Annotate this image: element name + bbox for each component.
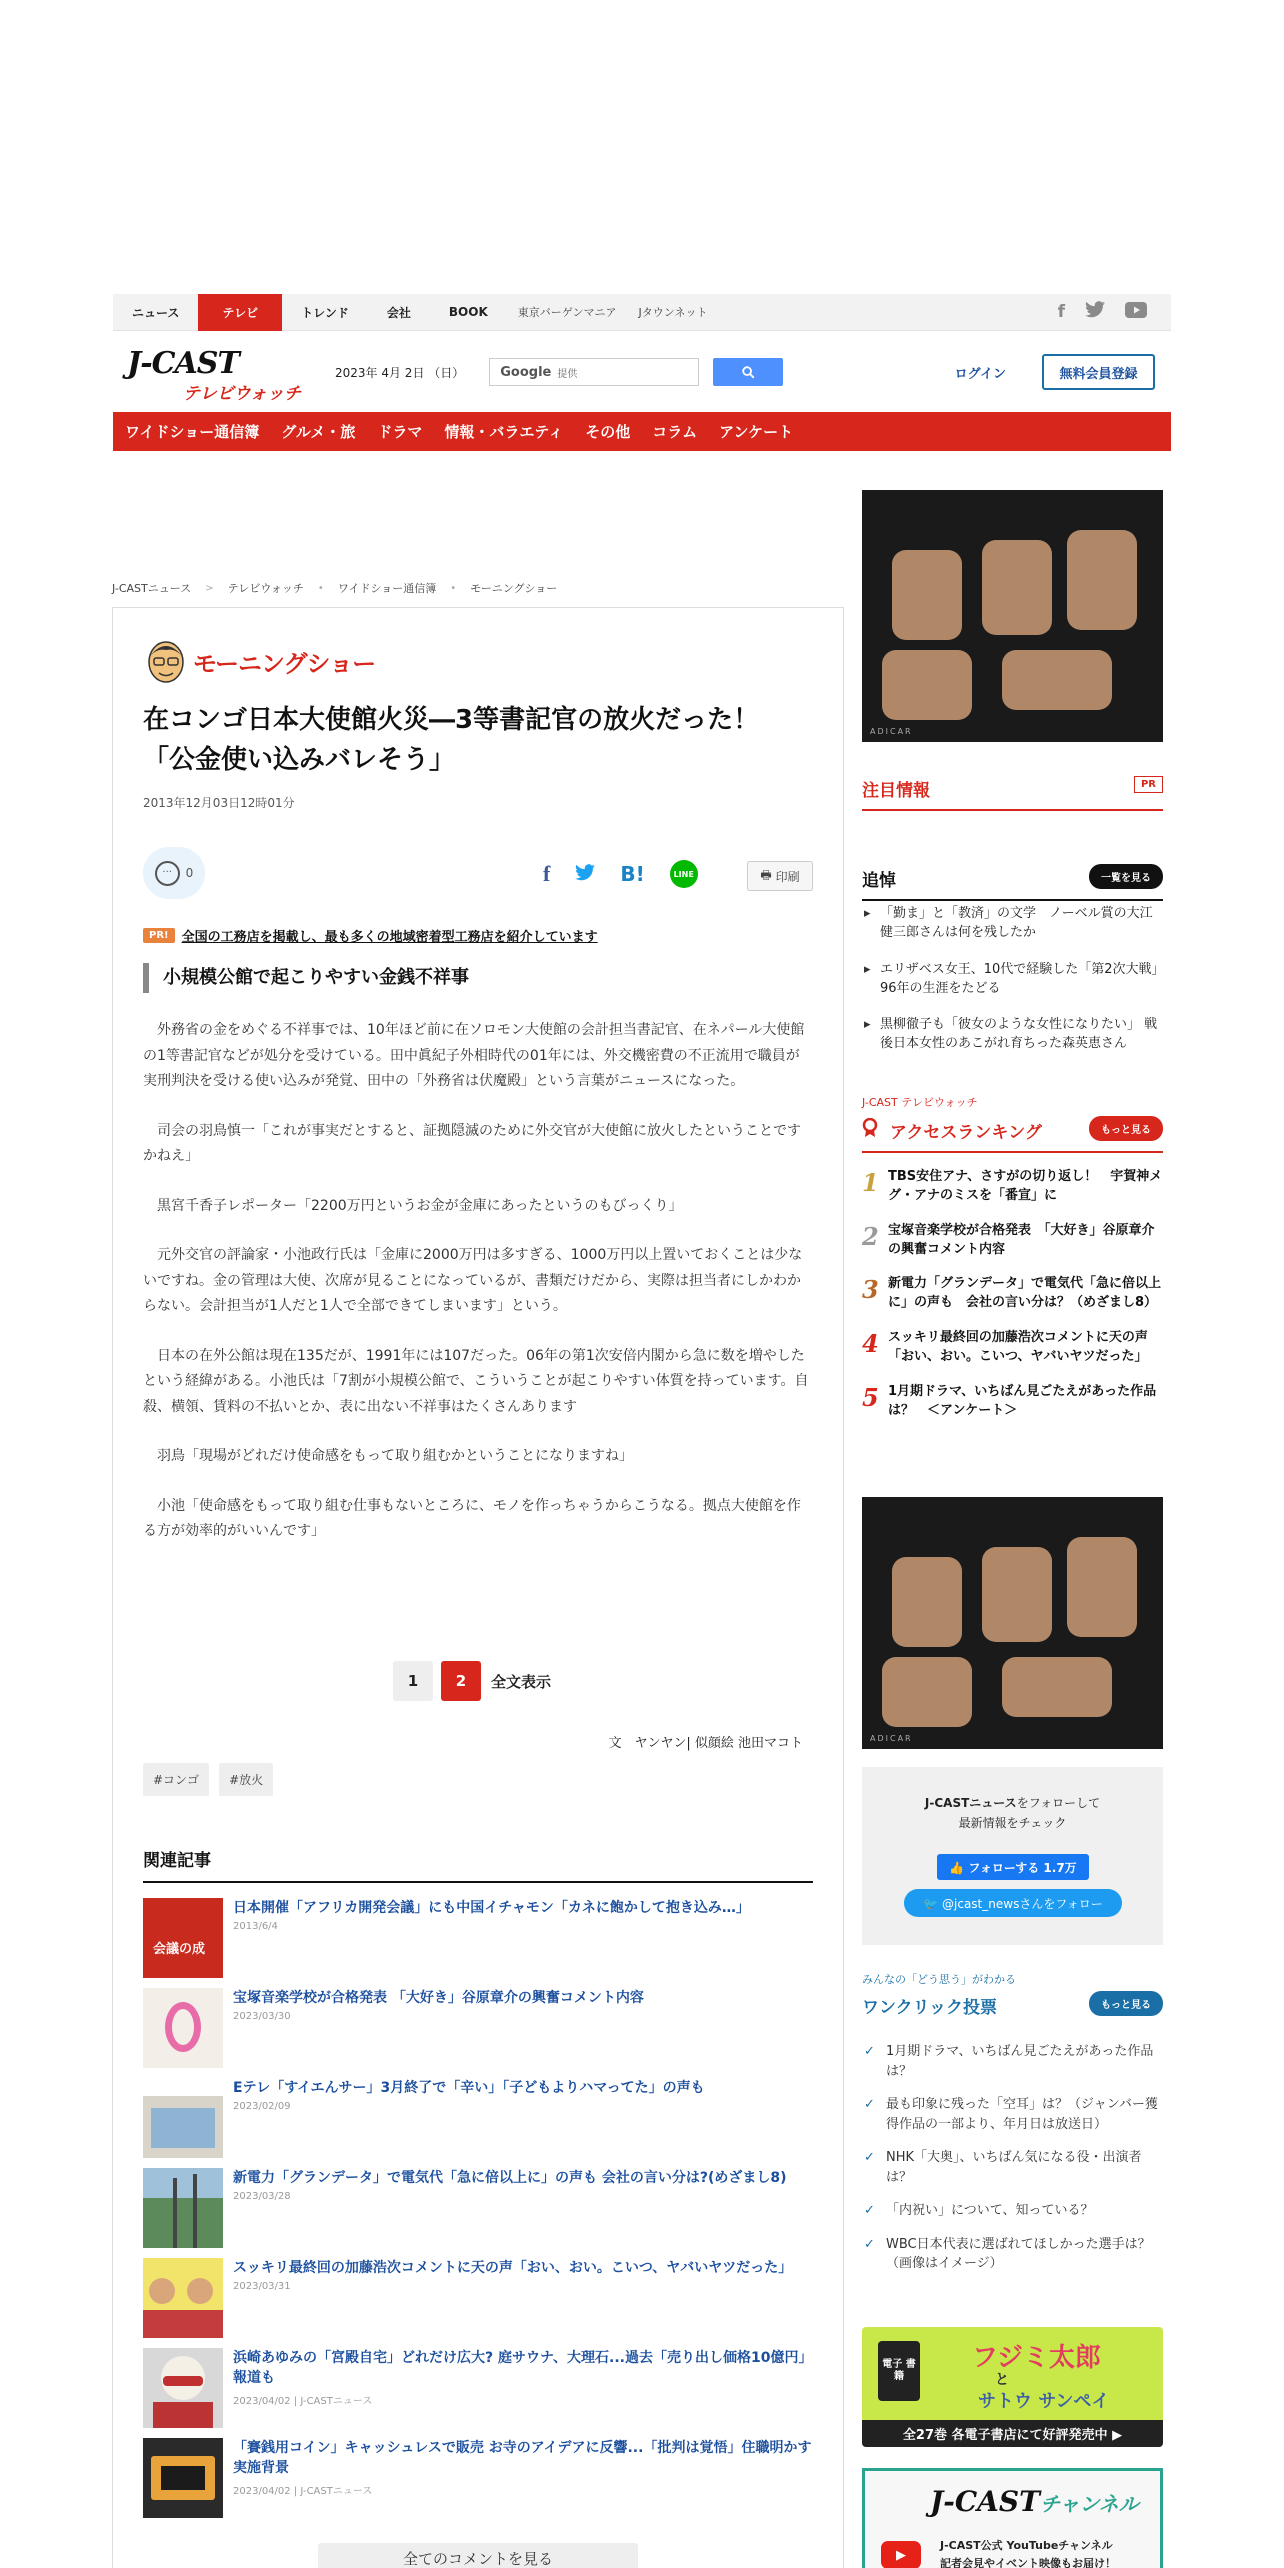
- cat-variety[interactable]: 情報・バラエティ: [444, 423, 564, 441]
- breadcrumb-item[interactable]: テレビウォッチ: [227, 582, 304, 595]
- article-paragraph: 羽鳥「現場がどれだけ使命感をもって取り組むかということになりますね」: [157, 1448, 633, 1464]
- vote-item[interactable]: ✓ WBC日本代表に選ばれてほしかった選手は？（画像はイメージ）: [862, 2235, 1163, 2274]
- memorial-item[interactable]: ▸ 黒柳徹子も「彼女のような女性になりたい」 戦後日本女性のあこがれ育ちった森英恵さん: [862, 1016, 1163, 1054]
- facebook-icon[interactable]: f: [1057, 302, 1065, 322]
- article-paragraph: 小池「使命感をもって取り組む仕事もないところに、モノを作っちゃうからこうなる。拠点大使館を作る方が効率的がいいんです」: [143, 1497, 801, 1539]
- rank-number: 1: [862, 1168, 879, 1197]
- manga-banner[interactable]: [862, 2327, 1163, 2447]
- topnav-tv[interactable]: テレビ: [198, 294, 282, 331]
- twitter-follow-button[interactable]: 🐦 @jcast_newsさんをフォロー: [904, 1889, 1122, 1917]
- ranking-item[interactable]: [862, 1222, 1163, 1260]
- page-2-button[interactable]: 2: [441, 1661, 481, 1701]
- memorial-item[interactable]: ▸ 「勤ま」と「教済」の文学 ノーベル賞の大江健三郎さんは何を残したか: [862, 905, 1163, 943]
- follow-brand: J-CASTニュース: [924, 1796, 1017, 1810]
- ranking-heading: [862, 1118, 1163, 1153]
- social-links: [1058, 301, 1171, 323]
- jcast-channel-banner[interactable]: [862, 2468, 1163, 2568]
- related-title: 新電力「グランデータ」で電気代「急に倍以上に」の声も 会社の言い分は?(めざまし8): [233, 2170, 787, 2186]
- topnav-trend[interactable]: トレンド: [301, 305, 349, 320]
- rank-title: TBS安住アナ、さすがの切り返し！ 宇賀神メグ・アナのミスを「番宣」に: [888, 1169, 1163, 1203]
- related-item[interactable]: [143, 2078, 813, 2168]
- cat-survey[interactable]: アンケート: [719, 423, 794, 441]
- related-title: Eテレ「すイエんサー」3月終了で「辛い」「子どもよりハマってた」の声も: [233, 2080, 705, 2096]
- pr-text: 全国の工務店を掲載し、最も多くの地域密着型工務店を紹介しています: [181, 930, 598, 945]
- memorial-list-button[interactable]: 一覧を見る: [1089, 864, 1163, 889]
- topnav-news[interactable]: ニュース: [132, 305, 180, 320]
- login-link[interactable]: ログイン: [954, 366, 1006, 382]
- article: [112, 607, 844, 2568]
- related-item[interactable]: [143, 2258, 813, 2348]
- attention-pr-badge: PR: [1134, 776, 1163, 793]
- current-date: 2023年 4月 2日 （日）: [335, 365, 465, 380]
- print-button[interactable]: [747, 861, 813, 891]
- site-search: [489, 358, 783, 386]
- jcast-tv-logo[interactable]: [127, 342, 312, 402]
- vote-item[interactable]: ✓ NHK「大奥」、いちばん気になる役・出演者は？: [862, 2148, 1163, 2187]
- breadcrumb-separator: >: [205, 582, 214, 594]
- jchannel-logo-main: J-CAST: [930, 2485, 1040, 2518]
- program-logo[interactable]: [145, 638, 375, 684]
- ranking-item[interactable]: [862, 1383, 1163, 1421]
- search-input[interactable]: [489, 358, 699, 386]
- rank-number: 5: [862, 1382, 879, 1412]
- logo-main: J-CAST: [127, 346, 239, 381]
- article-paragraph: 日本の在外公館は現在135だが、1991年には107だった。06年の第1次安倍内閣から急に数を増やしたという経緯がある。小池氏は「7割が小規模公館で、こういうことが起こりやすい体質を持っています。自殺、横領、賃料の不払いとか、表に出ない不祥事はたくさんあります: [143, 1347, 809, 1415]
- related-date: 2023/02/09: [233, 2101, 291, 2113]
- article-date: 2013年12月03日12時01分: [143, 796, 295, 810]
- related-date: 2023/03/31: [233, 2281, 291, 2293]
- memorial-item[interactable]: ▸ エリザベス女王、10代で経験した「第2次大戦」 96年の生涯をたどる: [862, 961, 1163, 999]
- article-subheading: 小規模公館で起こりやすい金銭不祥事: [143, 963, 813, 993]
- vote-heading: [862, 1993, 1163, 2018]
- related-date: 2023/04/02 | J-CASTニュース: [233, 2485, 373, 2497]
- ranking-item[interactable]: [862, 1329, 1163, 1367]
- related-title: 「賽銭用コイン」キャッシュレスで販売 お寺のアイデアに反響...「批判は覚悟」住職明かす実施背景: [233, 2440, 812, 2477]
- comment-button[interactable]: [143, 847, 205, 899]
- ranking-item[interactable]: [862, 1168, 1163, 1206]
- related-list: [143, 1898, 813, 2528]
- twitter-icon[interactable]: [1085, 301, 1105, 323]
- follow-text-rest: をフォローして: [1016, 1796, 1101, 1810]
- logo-sub: テレビウォッチ: [183, 384, 301, 404]
- manga-and: と: [995, 2372, 1009, 2388]
- printer-icon: 🖶: [760, 867, 772, 882]
- show-all-link[interactable]: 全文表示: [491, 1672, 552, 1691]
- related-date: 2023/04/02 | J-CASTニュース: [233, 2395, 373, 2407]
- related-thumbnail: [143, 2348, 223, 2428]
- article-title: 在コンゴ日本大使館火災―3等書記官の放火だった！「公金使い込みバレそう」: [143, 705, 760, 776]
- jchannel-text: [940, 2537, 1116, 2568]
- rank-title: 新電力「グランデータ」で電気代「急に倍以上に」の声も 会社の言い分は？（めざまし8）: [888, 1276, 1162, 1311]
- related-thumbnail: [143, 2078, 223, 2158]
- category-nav: [113, 412, 1171, 451]
- search-button[interactable]: [713, 358, 783, 386]
- related-item[interactable]: [143, 2348, 813, 2438]
- ranking-more-button[interactable]: もっと見る: [1089, 1116, 1163, 1141]
- jchannel-line2: 記者会見やイベント映像もお届け！: [940, 2556, 1116, 2568]
- follow-text: [862, 1793, 1163, 1834]
- related-title: 宝塚音楽学校が合格発表 「大好き」谷原章介の興奮コメント内容: [233, 1990, 644, 2006]
- memorial-list: [862, 905, 1172, 1072]
- related-thumbnail: [143, 1988, 223, 2068]
- article-paragraph: 黒宮千香子レポーター「2200万円というお金が金庫にあったというのもびっくり」: [157, 1197, 683, 1214]
- topnav-book[interactable]: BOOK: [448, 305, 488, 319]
- vote-more-button[interactable]: もっと見る: [1089, 1991, 1163, 2016]
- ranking-item[interactable]: [862, 1275, 1163, 1313]
- vote-item[interactable]: ✓ 1月期ドラマ、いちばん見ごたえがあった作品は？: [862, 2042, 1163, 2081]
- memorial-title: 追悼: [862, 871, 896, 891]
- rank-title: 1月期ドラマ、いちばん見ごたえがあった作品は？ ＜アンケート＞: [888, 1383, 1157, 1418]
- follow-box: [862, 1767, 1163, 1945]
- cat-other[interactable]: その他: [585, 423, 631, 441]
- tag-link[interactable]: #放火: [219, 1763, 273, 1796]
- tag-link[interactable]: #コンゴ: [143, 1763, 209, 1796]
- manga-title-2: サトウ サンペイ: [978, 2391, 1110, 2412]
- related-heading: 関連記事: [143, 1846, 813, 1883]
- facebook-follow-button[interactable]: 👍 フォローする 1.7万: [937, 1854, 1089, 1880]
- jchannel-line1: J-CAST公式 YouTubeチャンネル: [940, 2539, 1113, 2552]
- site-top-nav: [113, 294, 1171, 331]
- breadcrumb-separator: •: [450, 582, 457, 594]
- related-date: 2023/03/28: [233, 2191, 291, 2203]
- ad-label: ADICAR: [870, 1734, 913, 1743]
- share-buttons: [543, 860, 698, 888]
- pr-badge: PR!: [143, 928, 175, 943]
- cat-wideshow[interactable]: ワイドショー通信簿: [125, 423, 260, 441]
- related-thumbnail: [143, 2438, 223, 2518]
- line-share-icon[interactable]: LINE: [670, 860, 698, 888]
- vote-title: ワンクリック投票: [862, 1998, 997, 2018]
- article-paragraph: 外務省の金をめぐる不祥事では、10年ほど前に在ソロモン大使館の会計担当書記官、在ネパール大使館の1等書記官などが処分を受けている。田中眞紀子外相時代の01年には、外交機密費の不正流用で職員が実刑判決を受ける使い込みが発覚、田中の「外務省は伏魔殿」という言葉がニュースになった。: [143, 1022, 805, 1089]
- hatena-bookmark-icon[interactable]: B!: [620, 862, 645, 886]
- all-comments-button[interactable]: 全てのコメントを見る: [318, 2543, 638, 2568]
- comment-count: 0: [185, 866, 194, 880]
- facebook-share-icon[interactable]: f: [543, 861, 551, 886]
- related-title: スッキリ最終回の加藤浩次コメントに天の声「おい、おい。こいつ、ヤバいヤツだった」: [233, 2260, 793, 2276]
- topnav-jtown[interactable]: Jタウンネット: [638, 306, 708, 319]
- ebook-device-icon: 電子 書籍: [878, 2341, 920, 2401]
- ad-label: ADICAR: [870, 727, 913, 736]
- related-thumbnail: 会議の成: [143, 1898, 223, 1978]
- article-tags: [143, 1763, 273, 1796]
- related-item[interactable]: [143, 1898, 813, 1988]
- youtube-play-icon: ▶: [881, 2541, 921, 2568]
- cat-drama[interactable]: ドラマ: [377, 423, 423, 441]
- article-paragraph: 元外交官の評論家・小池政行氏は「金庫に2000万円は多すぎる、1000万円以上置いておくことは少ないですね。金の管理は大使、次席が見ることになっているが、書類だけだから、実際は担当者にしかわからない。会計担当が1人だと1人で全部できてしまいます」という。: [143, 1247, 803, 1314]
- search-sub: 提供: [557, 368, 578, 380]
- search-icon: [742, 366, 755, 379]
- breadcrumb-item[interactable]: ワイドショー通信簿: [337, 582, 437, 595]
- related-date: 2023/03/30: [233, 2011, 291, 2023]
- follow-text-line2: 最新情報をチェック: [958, 1816, 1067, 1831]
- cat-column[interactable]: コラム: [652, 423, 698, 441]
- cat-gourmet[interactable]: グルメ・旅: [281, 423, 356, 441]
- rank-number: 4: [862, 1329, 879, 1359]
- rank-number: 3: [862, 1275, 879, 1305]
- vote-item[interactable]: ✓ 「内祝い」について、知っている？: [862, 2201, 1163, 2221]
- ranking-subtitle: J-CAST テレビウォッチ: [862, 1096, 978, 1109]
- article-body: [143, 1018, 813, 1569]
- breadcrumb-separator: •: [317, 582, 324, 594]
- pr-link[interactable]: [143, 926, 598, 945]
- related-item[interactable]: [143, 2168, 813, 2258]
- ranking-title: アクセスランキング: [889, 1123, 1042, 1143]
- article-paragraph: 司会の羽鳥慎一「これが事実だとすると、証拠隠滅のために外交官が大使館に放火したということですかねえ」: [143, 1122, 801, 1164]
- manga-banner-cta: 全27巻 各電子書店にて好評発売中 ▶: [862, 2420, 1163, 2447]
- pagination: [393, 1661, 551, 1701]
- breadcrumb-item[interactable]: J-CASTニュース: [112, 582, 192, 595]
- topnav-bargain[interactable]: 東京バーゲンマニア: [517, 306, 617, 319]
- comment-icon: ···: [155, 861, 180, 886]
- article-author: 文 ヤンヤン| 似顔絵 池田マコト: [608, 1736, 803, 1751]
- ranking-list: [862, 1168, 1163, 1436]
- attention-heading: [862, 776, 1163, 811]
- rank-title: 宝塚音楽学校が合格発表 「大好き」谷原章介の興奮コメント内容: [888, 1222, 1155, 1257]
- ranking-icon: [862, 1118, 878, 1143]
- site-header: [113, 335, 1171, 409]
- related-date: 2013/6/4: [233, 1921, 278, 1933]
- twitter-share-icon[interactable]: [575, 862, 595, 886]
- sidebar-ad-2[interactable]: [862, 1497, 1163, 1749]
- rank-title: スッキリ最終回の加藤浩次コメントに天の声「おい、おい。こいつ、ヤバいヤツだった」: [888, 1330, 1148, 1364]
- sidebar-ad-1[interactable]: [862, 490, 1163, 742]
- jchannel-logo-sub: チャンネル: [1039, 2492, 1139, 2516]
- register-button[interactable]: 無料会員登録: [1042, 354, 1155, 390]
- related-item[interactable]: [143, 2438, 813, 2528]
- related-title: 浜崎あゆみの「宮殿自宅」どれだけ広大? 庭サウナ、大理石...過去「売り出し価格10億円」報道も: [233, 2350, 813, 2387]
- youtube-icon[interactable]: [1125, 302, 1147, 323]
- attention-title: 注目情報: [862, 781, 930, 801]
- breadcrumb: [112, 580, 557, 596]
- page-1-button[interactable]: 1: [393, 1661, 433, 1701]
- related-item[interactable]: [143, 1988, 813, 2078]
- related-title: 日本開催「アフリカ開発会議」にも中国イチャモン「カネに飽かして抱き込み…」: [233, 1900, 750, 1916]
- related-thumbnail: [143, 2168, 223, 2248]
- jcast-channel-logo: [930, 2485, 1139, 2518]
- caricature-icon: [145, 638, 187, 684]
- related-thumbnail: [143, 2258, 223, 2338]
- print-label: 印刷: [775, 869, 800, 884]
- program-name: モーニングショー: [193, 649, 376, 678]
- memorial-heading: [862, 866, 1163, 901]
- vote-list: [862, 2042, 1163, 2288]
- rank-number: 2: [862, 1221, 879, 1251]
- vote-item[interactable]: ✓ 最も印象に残った「空耳」は？（ジャンバー獲得作品の一部より、年月日は放送日）: [862, 2095, 1163, 2134]
- topnav-company[interactable]: 会社: [386, 305, 411, 320]
- google-brand: Google: [500, 364, 552, 380]
- vote-subtitle: みんなの「どう思う」がわかる: [862, 1973, 1016, 1986]
- manga-title: フジミ太郎: [972, 2343, 1101, 2373]
- breadcrumb-item[interactable]: モーニングショー: [470, 582, 558, 595]
